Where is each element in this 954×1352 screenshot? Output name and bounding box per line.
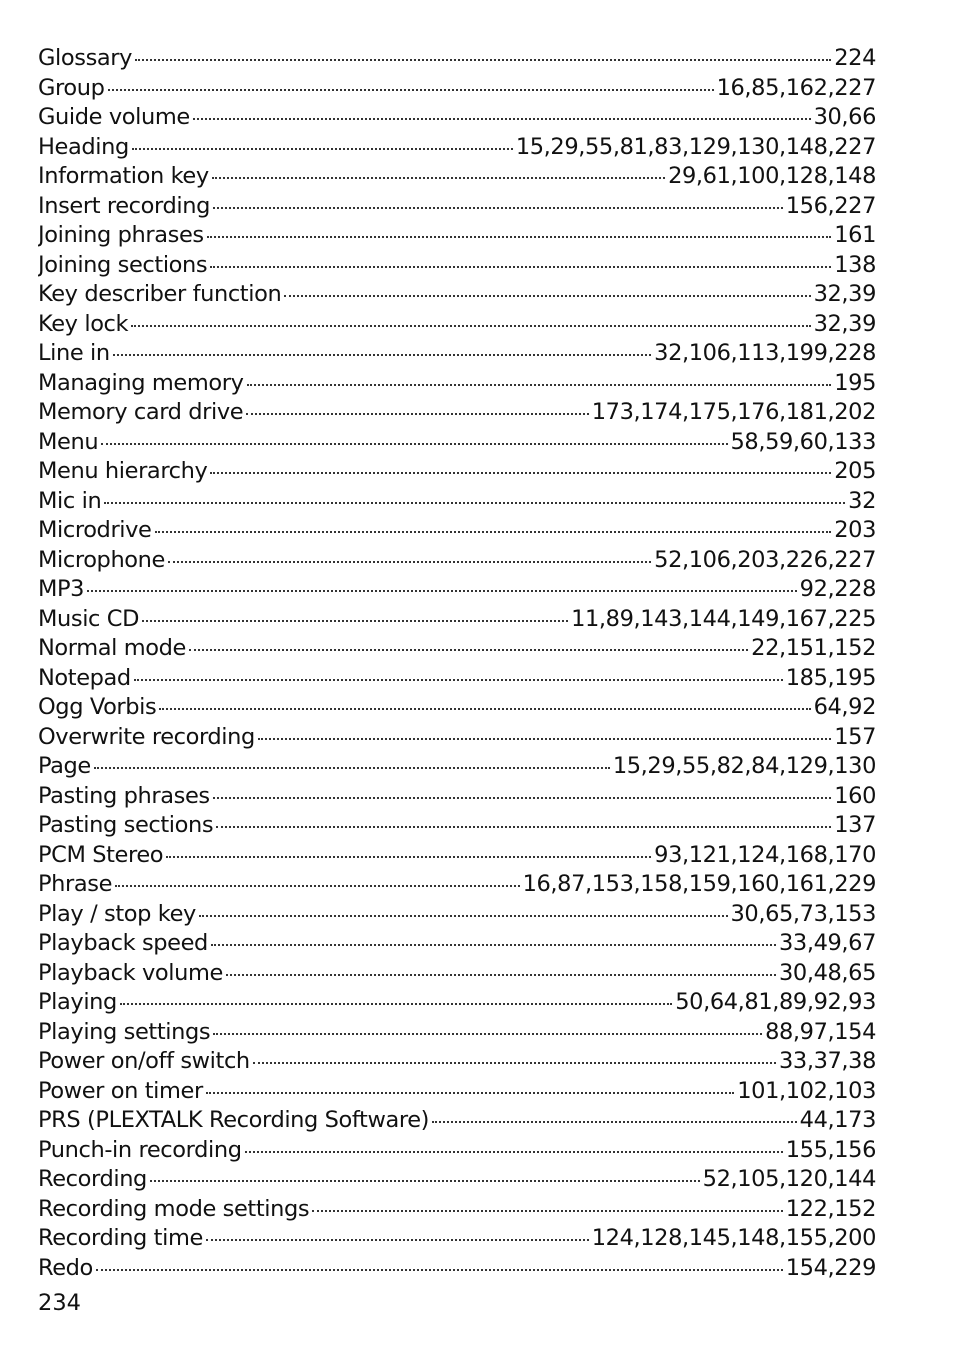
index-pages: 137 (834, 812, 876, 838)
index-term: Pasting phrases (38, 782, 210, 809)
dot-leader (432, 1121, 797, 1123)
dot-leader (213, 797, 832, 799)
index-entry (38, 959, 876, 989)
index-term: Recording mode settings (38, 1195, 310, 1222)
index-term: Recording time (38, 1225, 203, 1251)
index-pages: 157 (834, 723, 876, 750)
index-entry (38, 1165, 876, 1195)
index-entry (38, 664, 876, 694)
index-pages: 22,151,152 (751, 635, 876, 661)
index-pages: 32 (848, 487, 876, 514)
index-term: Normal mode (38, 635, 186, 661)
index-pages: 52,106,203,226,227 (654, 546, 876, 573)
index-pages: 15,29,55,81,83,129,130,148,227 (515, 133, 876, 160)
index-term: Recording (38, 1166, 147, 1192)
index-pages: 92,228 (799, 576, 876, 602)
dot-leader (253, 1062, 776, 1064)
index-pages: 32,39 (813, 310, 876, 337)
dot-leader (168, 561, 651, 563)
index-entry (38, 546, 876, 576)
dot-leader (199, 915, 728, 917)
index-entry (38, 280, 876, 310)
dot-leader (213, 1033, 762, 1035)
index-term: Playing (38, 989, 117, 1015)
index-entry (38, 929, 876, 959)
index-term: Ogg Vorbis (38, 694, 157, 720)
index-pages: 44,173 (799, 1107, 876, 1133)
index-pages: 122,152 (785, 1195, 876, 1222)
index-pages: 203 (834, 517, 876, 543)
dot-leader (246, 413, 589, 415)
index-term: Phrase (38, 871, 113, 897)
index-term: Joining phrases (38, 222, 204, 248)
index-entry (38, 44, 876, 74)
index-entry (38, 1106, 876, 1136)
index-entry (38, 74, 876, 104)
index-entry (38, 988, 876, 1018)
index-entry (38, 457, 876, 487)
index-term: Menu (38, 428, 99, 455)
dot-leader (211, 944, 776, 946)
index-pages: 160 (834, 782, 876, 809)
index-term: Memory card drive (38, 399, 244, 425)
dot-leader (142, 620, 568, 622)
dot-leader (134, 679, 783, 681)
index-entry (38, 310, 876, 340)
index-term: Heading (38, 133, 129, 160)
index-entry (38, 192, 876, 222)
dot-leader (193, 118, 811, 120)
dot-leader (216, 826, 831, 828)
index-term: Guide volume (38, 104, 190, 130)
dot-leader (135, 59, 831, 61)
index-term: Page (38, 753, 91, 779)
index-term: Music CD (38, 605, 140, 632)
index-entry (38, 1224, 876, 1254)
dot-leader (87, 590, 797, 592)
index-pages: 156,227 (785, 192, 876, 219)
index-pages: 173,174,175,176,181,202 (591, 399, 876, 425)
index-entry (38, 133, 876, 163)
page-number: 234 (38, 1290, 81, 1316)
dot-leader (166, 856, 651, 858)
index-term: Playback speed (38, 930, 208, 956)
index-entry (38, 841, 876, 871)
dot-leader (96, 1269, 783, 1271)
index-entry (38, 398, 876, 428)
index-list (38, 44, 876, 1283)
index-term: Microphone (38, 546, 165, 573)
index-pages: 33,49,67 (779, 930, 876, 956)
dot-leader (226, 974, 776, 976)
index-pages: 16,85,162,227 (716, 74, 876, 101)
index-term: Play / stop key (38, 900, 196, 927)
dot-leader (258, 738, 831, 740)
index-term: Overwrite recording (38, 723, 255, 750)
dot-leader (150, 1180, 700, 1182)
dot-leader (206, 1239, 589, 1241)
dot-leader (210, 472, 831, 474)
index-term: Key describer function (38, 281, 282, 307)
index-term: Mic in (38, 487, 102, 514)
index-term: Pasting sections (38, 812, 214, 838)
index-term: Key lock (38, 310, 129, 337)
index-pages: 101,102,103 (737, 1077, 876, 1104)
index-term: Glossary (38, 45, 133, 71)
index-entry (38, 251, 876, 281)
index-entry (38, 870, 876, 900)
index-pages: 30,65,73,153 (730, 900, 876, 927)
dot-leader (94, 767, 610, 769)
index-term: PRS (PLEXTALK Recording Software) (38, 1107, 430, 1133)
index-pages: 224 (834, 45, 876, 71)
index-pages: 52,105,120,144 (702, 1166, 876, 1192)
index-pages: 32,106,113,199,228 (654, 340, 876, 366)
index-pages: 15,29,55,82,84,129,130 (612, 753, 876, 779)
index-pages: 64,92 (813, 694, 876, 720)
index-entry (38, 428, 876, 458)
index-pages: 32,39 (813, 281, 876, 307)
dot-leader (284, 295, 810, 297)
dot-leader (206, 1092, 734, 1094)
index-term: Joining sections (38, 251, 208, 278)
index-term: Redo (38, 1254, 93, 1281)
index-entry (38, 1077, 876, 1107)
index-term: Punch-in recording (38, 1136, 242, 1163)
index-pages: 88,97,154 (765, 1018, 876, 1045)
index-pages: 154,229 (785, 1254, 876, 1281)
index-entry (38, 339, 876, 369)
dot-leader (213, 207, 783, 209)
index-term: Group (38, 74, 105, 101)
dot-leader (120, 1003, 672, 1005)
index-entry (38, 1047, 876, 1077)
index-pages: 205 (834, 458, 876, 484)
index-pages: 30,48,65 (779, 959, 876, 986)
index-term: Power on/off switch (38, 1048, 250, 1074)
index-entry (38, 516, 876, 546)
index-term: Power on timer (38, 1077, 203, 1104)
dot-leader (132, 148, 513, 150)
index-entry (38, 605, 876, 635)
dot-leader (131, 325, 810, 327)
index-term: Notepad (38, 664, 131, 691)
dot-leader (101, 443, 727, 445)
index-pages: 29,61,100,128,148 (668, 163, 876, 189)
index-pages: 93,121,124,168,170 (654, 841, 876, 868)
dot-leader (115, 885, 520, 887)
index-term: Menu hierarchy (38, 458, 208, 484)
index-entry (38, 752, 876, 782)
dot-leader (113, 354, 651, 356)
index-term: PCM Stereo (38, 841, 164, 868)
index-entry (38, 1195, 876, 1225)
index-entry (38, 634, 876, 664)
index-entry (38, 1254, 876, 1284)
index-pages: 161 (834, 222, 876, 248)
index-entry (38, 369, 876, 399)
index-term: MP3 (38, 576, 85, 602)
dot-leader (212, 177, 665, 179)
dot-leader (159, 708, 810, 710)
index-entry (38, 811, 876, 841)
index-entry (38, 782, 876, 812)
index-pages: 33,37,38 (779, 1048, 876, 1074)
index-term: Microdrive (38, 517, 152, 543)
index-entry (38, 693, 876, 723)
dot-leader (247, 384, 832, 386)
index-pages: 11,89,143,144,149,167,225 (571, 605, 876, 632)
index-pages: 30,66 (813, 104, 876, 130)
index-term: Insert recording (38, 192, 210, 219)
index-pages: 155,156 (785, 1136, 876, 1163)
index-term: Managing memory (38, 369, 244, 396)
index-pages: 124,128,145,148,155,200 (591, 1225, 876, 1251)
index-term: Information key (38, 163, 209, 189)
index-pages: 50,64,81,89,92,93 (675, 989, 876, 1015)
dot-leader (108, 89, 714, 91)
index-term: Playing settings (38, 1018, 211, 1045)
index-entry (38, 900, 876, 930)
index-pages: 58,59,60,133 (730, 428, 876, 455)
index-term: Line in (38, 340, 110, 366)
dot-leader (207, 236, 832, 238)
index-pages: 185,195 (785, 664, 876, 691)
dot-leader (155, 531, 832, 533)
index-entry (38, 487, 876, 517)
index-pages: 138 (834, 251, 876, 278)
index-pages: 16,87,153,158,159,160,161,229 (522, 871, 876, 897)
index-entry (38, 1018, 876, 1048)
index-pages: 195 (834, 369, 876, 396)
index-entry (38, 575, 876, 605)
index-entry (38, 103, 876, 133)
dot-leader (104, 502, 845, 504)
index-entry (38, 723, 876, 753)
index-entry (38, 1136, 876, 1166)
dot-leader (210, 266, 831, 268)
dot-leader (245, 1151, 783, 1153)
index-term: Playback volume (38, 959, 223, 986)
dot-leader (189, 649, 748, 651)
index-entry (38, 162, 876, 192)
index-entry (38, 221, 876, 251)
dot-leader (312, 1210, 783, 1212)
